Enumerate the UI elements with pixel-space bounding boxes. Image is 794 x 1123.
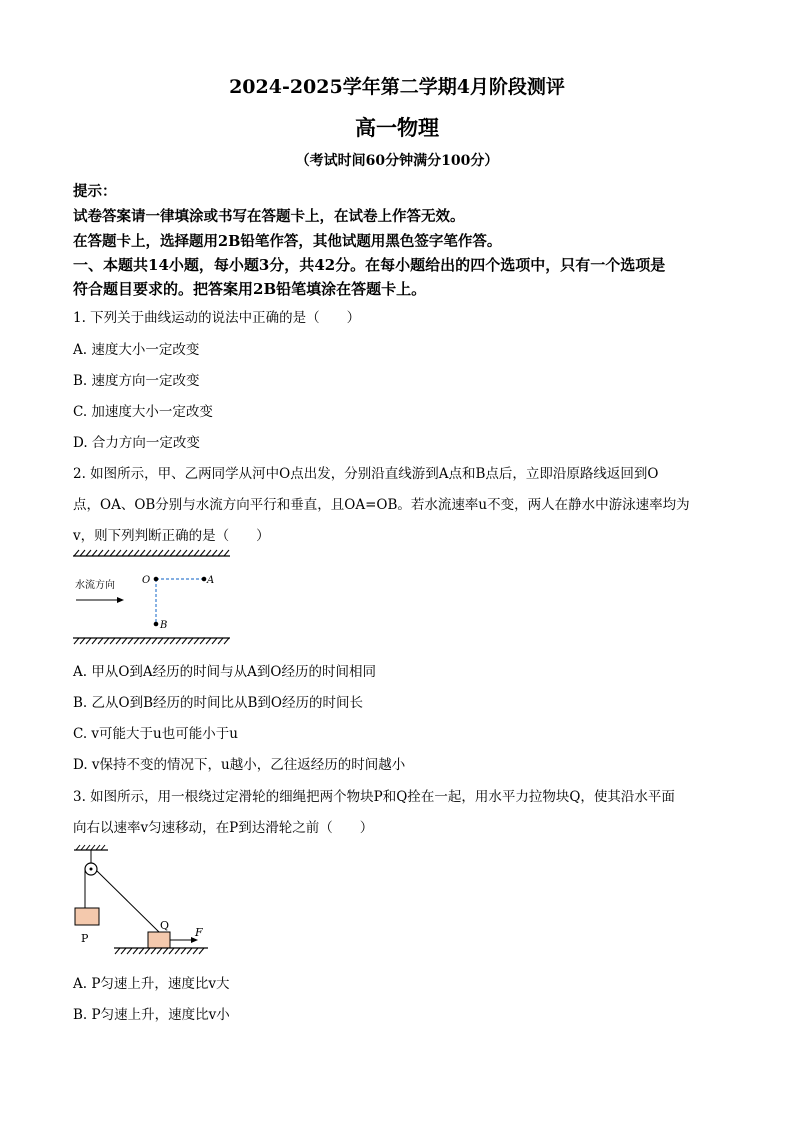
q1-option-d: D. 合力方向一定改变 (73, 435, 200, 451)
q2-stem-line-2: 点，OA、OB分别与水流方向平行和垂直，且OA=OB。若水流速率u不变，两人在静水中游泳速率均为 (73, 497, 690, 513)
label-f: F (195, 926, 203, 939)
subject-title: 高一物理 (355, 115, 439, 140)
label-a: A (207, 575, 215, 586)
label-o: O (142, 575, 151, 586)
instruction-line-1: 试卷答案请一律填涂或书写在答题卡上，在试卷上作答无效。 (73, 208, 465, 225)
label-q: Q (160, 919, 170, 932)
q2-option-d: D. v保持不变的情况下，u越小，乙往返经历的时间越小 (73, 757, 406, 773)
q2-option-a: A. 甲从O到A经历的时间与从A到O经历的时间相同 (73, 664, 376, 680)
q2-stem-line-1: 2. 如图所示，甲、乙两同学从河中O点出发，分别沿直线游到A点和B点后，立即沿原路线返回到O (73, 466, 659, 482)
q2-option-c: C. v可能大于u也可能小于u (73, 726, 238, 742)
label-p: P (81, 932, 89, 945)
q3-stem-line-1: 3. 如图所示，用一根绕过定滑轮的细绳把两个物块P和Q拴在一起，用水平力拉物块Q，使其沿水平面 (73, 789, 675, 805)
q1-option-a: A. 速度大小一定改变 (73, 342, 200, 358)
block-q (148, 932, 170, 948)
q3-option-a: A. P匀速上升，速度比v大 (73, 976, 230, 992)
point-o (154, 577, 159, 582)
point-a (202, 577, 207, 582)
label-b: B (160, 620, 168, 631)
q3-stem-line-2: 向右以速率v匀速移动，在P到达滑轮之前（ ） (73, 820, 374, 836)
q1-option-b: B. 速度方向一定改变 (73, 373, 200, 389)
pulley-figure (68, 842, 218, 957)
section1-line-2: 符合题目要求的。把答案用2B铅笔填涂在答题卡上。 (73, 280, 427, 298)
block-p (75, 908, 99, 925)
q2-stem-line-3: v，则下列判断正确的是（ ） (73, 528, 270, 544)
q1-option-c: C. 加速度大小一定改变 (73, 404, 213, 420)
instructions-heading: 提示： (73, 183, 117, 200)
exam-info: （考试时间60分钟满分100分） (295, 153, 499, 169)
q2-option-b: B. 乙从O到B经历的时间比从B到O经历的时间长 (73, 695, 363, 711)
q1-stem: 1. 下列关于曲线运动的说法中正确的是（ ） (73, 310, 361, 326)
instruction-line-2: 在答题卡上，选择题用2B铅笔作答，其他试题用黑色签字笔作答。 (73, 233, 502, 250)
point-b (154, 622, 159, 627)
q3-option-b: B. P匀速上升，速度比v小 (73, 1007, 230, 1023)
section1-line-1: 一、本题共14小题，每小题3分，共42分。在每小题给出的四个选项中，只有一个选项是 (73, 256, 666, 274)
flow-label: 水流方向 (75, 580, 115, 591)
flow-arrow-icon (117, 597, 124, 603)
river-figure (70, 548, 235, 648)
exam-title: 2024-2025学年第二学期4月阶段测评 (229, 76, 565, 98)
